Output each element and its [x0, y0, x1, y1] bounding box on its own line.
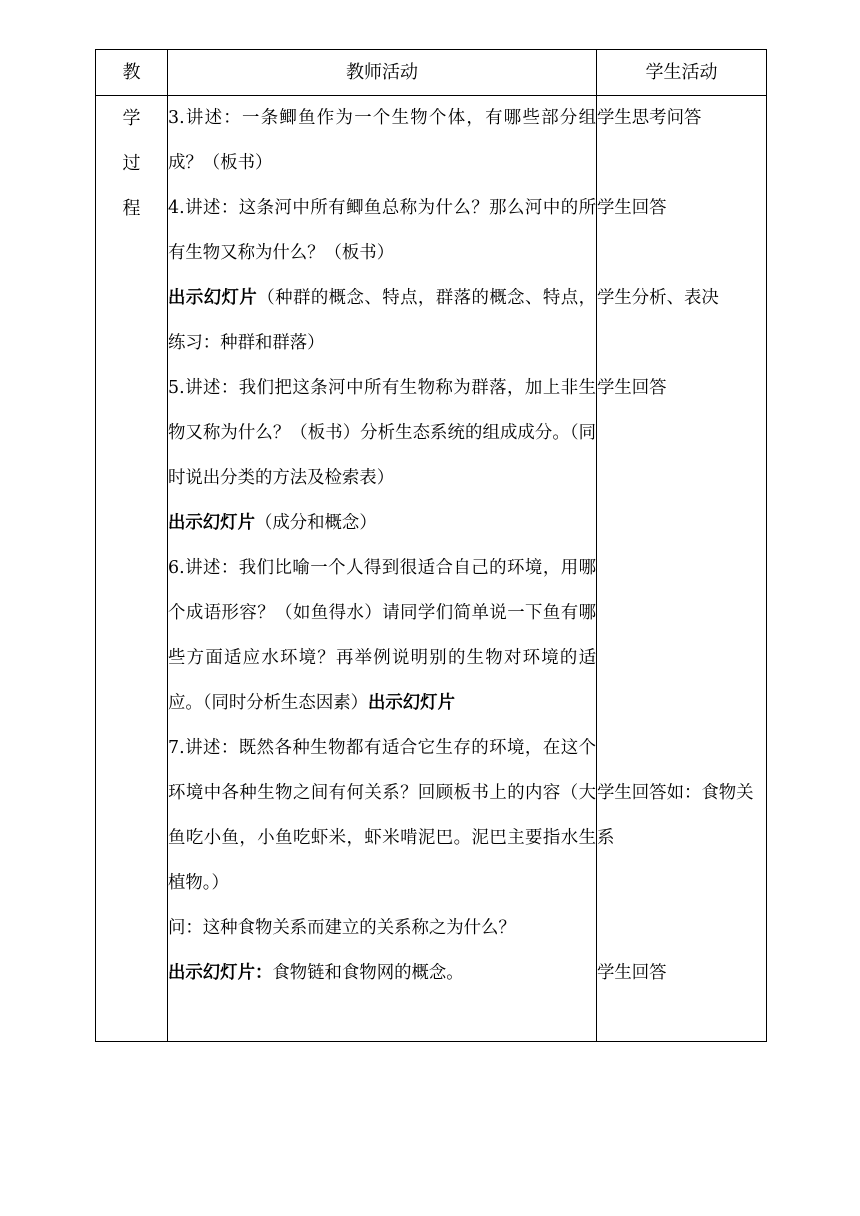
teacher-step-3: 3.讲述：一条鲫鱼作为一个生物个体，有哪些部分组成？（板书）: [168, 108, 596, 173]
teacher-step-4: 4.讲述：这条河中所有鲫鱼总称为什么？那么河中的所有生物又称为什么？（板书）: [168, 198, 596, 263]
header-student-cell: [597, 50, 767, 96]
teacher-step-5: 5.讲述：我们把这条河中所有生物称为群落，加上非生物又称为什么？（板书）分析生态系统的组成成分。（同时说出分类的方法及检索表）: [168, 378, 596, 488]
section-char-2: 过: [122, 153, 141, 174]
slide-label: 出示幻灯片: [168, 513, 255, 533]
slide-label: 出示幻灯片：: [168, 963, 273, 983]
header-teacher-cell: [168, 50, 597, 96]
table-header-row: [96, 50, 767, 96]
section-label-cell: [96, 96, 168, 1042]
teacher-activity-cell: [168, 96, 597, 1042]
teacher-step-7: 7.讲述：既然各种生物都有适合它生存的环境，在这个环境中各种生物之间有何关系？回顾板书上的内容（大鱼吃小鱼，小鱼吃虾米，虾米啃泥巴。泥巴主要指水生植物。）: [168, 738, 596, 893]
slide-content: （成分和概念）: [254, 513, 377, 533]
slide-label: 出示幻灯片: [368, 693, 455, 713]
slide-content: （种群的概念、特点，群落的概念、特点，练习：种群和群落）: [168, 288, 596, 353]
teacher-step-6: [168, 546, 596, 726]
teacher-slide-2: [168, 501, 596, 546]
slide-content: 食物链和食物网的概念。: [272, 963, 464, 983]
student-response-6: 学生回答: [597, 963, 667, 983]
student-response-4: 学生回答: [597, 378, 667, 398]
student-response-1: 学生思考问答: [597, 108, 702, 128]
student-response-2: 学生回答: [597, 198, 667, 218]
header-section-label: 教: [122, 62, 141, 83]
section-char-3: 程: [122, 198, 141, 219]
table-body-row: [96, 96, 767, 1042]
teacher-slide-3: [168, 951, 596, 996]
header-student-label: 学生活动: [645, 62, 718, 83]
slide-label: 出示幻灯片: [168, 288, 258, 308]
header-section-cell: [96, 50, 168, 96]
step-6-text: 6.讲述：我们比喻一个人得到很适合自己的环境，用哪个成语形容？（如鱼得水）请同学们简单说一下鱼有哪些方面适应水环境？再举例说明别的生物对环境的适应。（同时分析生态因素）: [168, 558, 596, 713]
teacher-question: 问：这种食物关系而建立的关系称之为什么？: [168, 918, 516, 938]
teacher-slide-1: [168, 276, 596, 366]
student-response-3: 学生分析、表决: [597, 288, 719, 308]
student-response-5: 学生回答如：食物关系: [597, 783, 754, 848]
lesson-plan-table: [95, 49, 767, 1042]
header-teacher-label: 教师活动: [346, 62, 418, 83]
student-activity-cell: [597, 96, 767, 1042]
section-char-1: 学: [122, 108, 141, 129]
